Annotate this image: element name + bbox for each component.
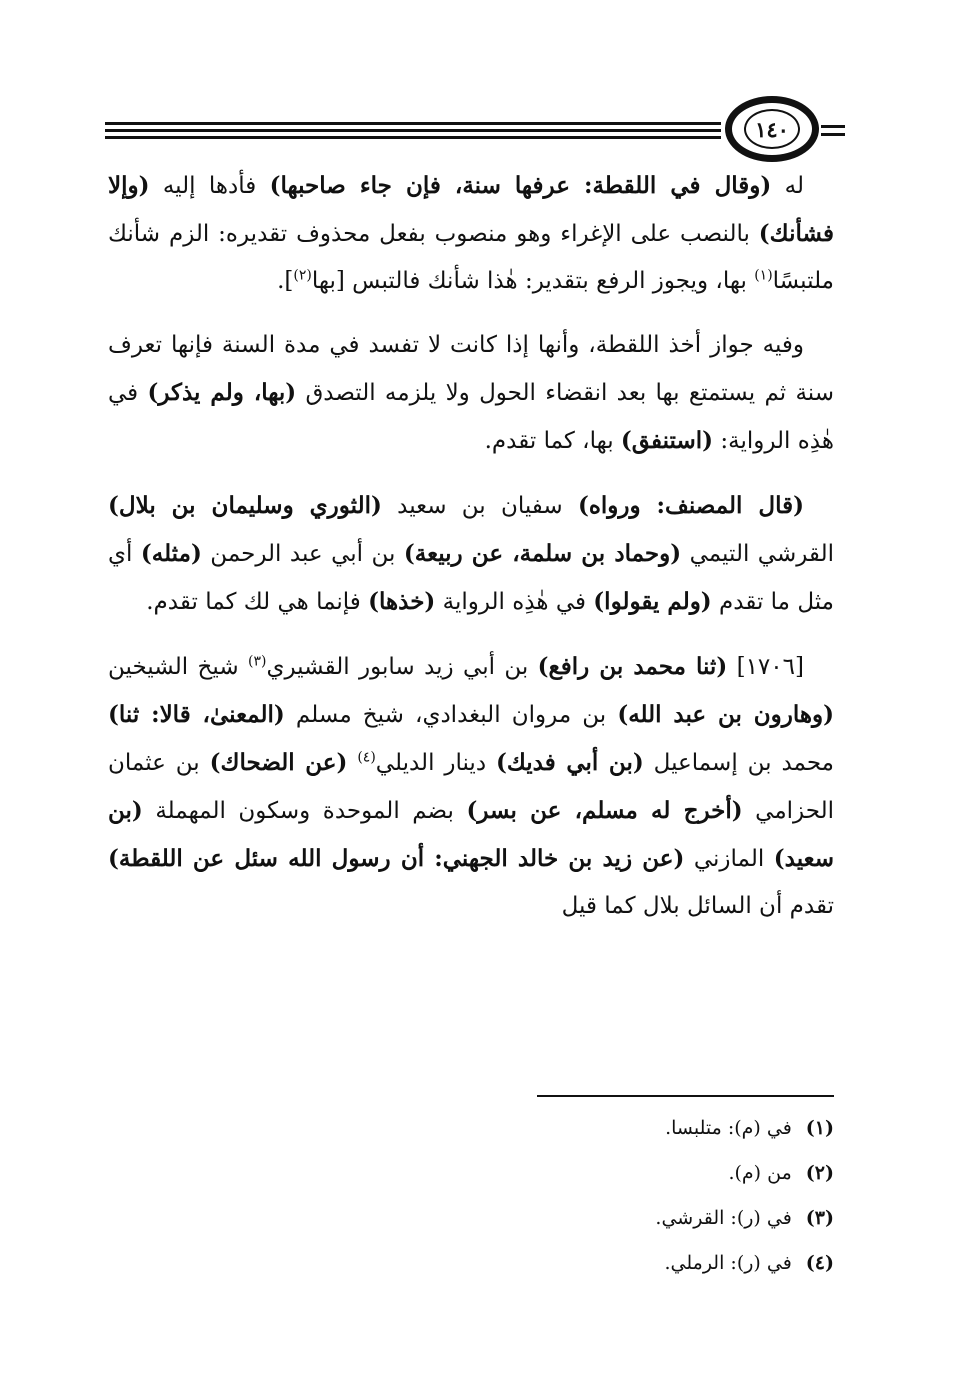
commentary-text: وفيه جواز أخذ اللقطة، وأنها إذا كانت لا تفسد في مدة السنة فإنها تعرف سنة ثم يستمتع بها بعد انقضاء الحول ولا يلزمه التصدق	[108, 332, 834, 406]
footnote-separator	[537, 1095, 834, 1097]
footnote	[400, 1151, 834, 1196]
quoted-text: (قال المصنف: ورواه)	[577, 492, 804, 519]
quoted-text: (بن سعيد)	[108, 797, 834, 872]
quoted-text: (ولم يقولوا)	[593, 588, 712, 615]
quoted-text: (استنفق)	[620, 427, 714, 454]
header-rule	[821, 133, 845, 136]
footnote-number: (٣)	[805, 1207, 834, 1229]
page-number-badge	[725, 96, 819, 162]
paragraph	[108, 482, 834, 626]
footnote-number: (٢)	[805, 1162, 834, 1184]
commentary-text: المازني	[684, 846, 774, 872]
quoted-text: (وهارون بن عبد الله)	[617, 701, 834, 728]
footnote	[400, 1241, 834, 1286]
commentary-text: تقدم أن السائل بلال كما قيل	[561, 893, 834, 919]
footnote-ref: (٣)	[247, 653, 267, 670]
commentary-text: بن عثمان الحزامي	[108, 750, 834, 824]
commentary-text: ].	[277, 268, 294, 294]
commentary-text: فأدها إليه	[149, 173, 270, 199]
quoted-text: (المعنىٰ، قالا: ثنا)	[108, 701, 285, 728]
commentary-text: شيخ الشيخين	[108, 654, 248, 680]
paragraph	[108, 643, 834, 930]
quoted-text: (أخرج له مسلم، عن بسر)	[466, 797, 743, 824]
body-text	[108, 162, 834, 947]
footnote	[400, 1106, 834, 1151]
footnote-text: في (م): متلبسا.	[665, 1117, 792, 1139]
commentary-text: القرشي التيمي	[681, 541, 834, 567]
footnote-number: (١)	[805, 1117, 834, 1139]
quoted-text: (بها، ولم يذكر)	[147, 379, 297, 406]
quoted-text: (خذها)	[368, 588, 436, 615]
commentary-text: دينار الديلي	[375, 750, 496, 776]
commentary-text: في هٰذِه الرواية:	[108, 380, 834, 454]
quoted-text: (عن الضحاك)	[209, 749, 348, 776]
page-header	[105, 96, 840, 166]
commentary-text: أي مثل ما تقدم	[108, 541, 834, 615]
commentary-text: بها، كما تقدم.	[484, 428, 621, 454]
quoted-text: (وإلا فشأنك)	[108, 172, 834, 247]
footnotes	[400, 1106, 834, 1286]
paragraph	[108, 322, 834, 465]
commentary-text: بها، ويجوز الرفع بتقدير: هٰذا شأنك فالتبس [بها	[311, 268, 755, 294]
commentary-text	[347, 750, 357, 776]
quoted-text: (مثله)	[140, 540, 202, 567]
commentary-text: [١٧٠٦]	[727, 654, 804, 680]
footnote-text: من (م).	[728, 1162, 792, 1184]
commentary-text: بن أبي زيد سابور القشيري	[266, 654, 538, 680]
commentary-text: بضم الموحدة وسكون المهملة	[142, 798, 467, 824]
footnote-ref: (١)	[754, 267, 773, 284]
paragraph	[108, 162, 834, 305]
quoted-text: (الثوري وسليمان بن بلال)	[108, 492, 382, 519]
commentary-text: له	[771, 173, 804, 199]
commentary-text: فإنما هي لك كما تقدم.	[146, 589, 369, 615]
footnote	[400, 1196, 834, 1241]
header-rule	[105, 136, 721, 139]
footnote-number: (٤)	[805, 1252, 834, 1274]
quoted-text: (عن زيد بن خالد الجهني: أن رسول الله سئل عن اللقطة)	[108, 845, 685, 872]
commentary-text: في هٰذِه الرواية	[435, 589, 594, 615]
quoted-text: (وحماد بن سلمة، عن ربيعة)	[403, 540, 682, 567]
quoted-text: (بن أبي فديك)	[496, 749, 644, 776]
header-rule	[105, 122, 721, 125]
footnote-text: في (ر): الرملي.	[664, 1252, 792, 1274]
commentary-text: بن أبي عبد الرحمن	[201, 541, 404, 567]
footnote-ref: (٢)	[293, 267, 312, 284]
header-rule	[821, 125, 845, 128]
footnote-text: في (ر): القرشي.	[655, 1207, 792, 1229]
commentary-text: سفيان بن سعيد	[381, 493, 578, 519]
commentary-text: بالنصب على الإغراء وهو منصوب بفعل محذوف تقديره: الزم شأنك ملتبسًا	[108, 221, 834, 294]
footnote-ref: (٤)	[357, 749, 376, 766]
quoted-text: (وقال في اللقطة: عرفها سنة، فإن جاء صاحبها)	[269, 172, 772, 199]
page-number: ١٤٠	[744, 109, 800, 149]
quoted-text: (ثنا محمد بن رافع)	[537, 653, 728, 680]
commentary-text: محمد بن إسماعيل	[643, 750, 834, 776]
header-rule	[105, 129, 721, 132]
commentary-text: بن مروان البغدادي، شيخ مسلم	[284, 702, 618, 728]
